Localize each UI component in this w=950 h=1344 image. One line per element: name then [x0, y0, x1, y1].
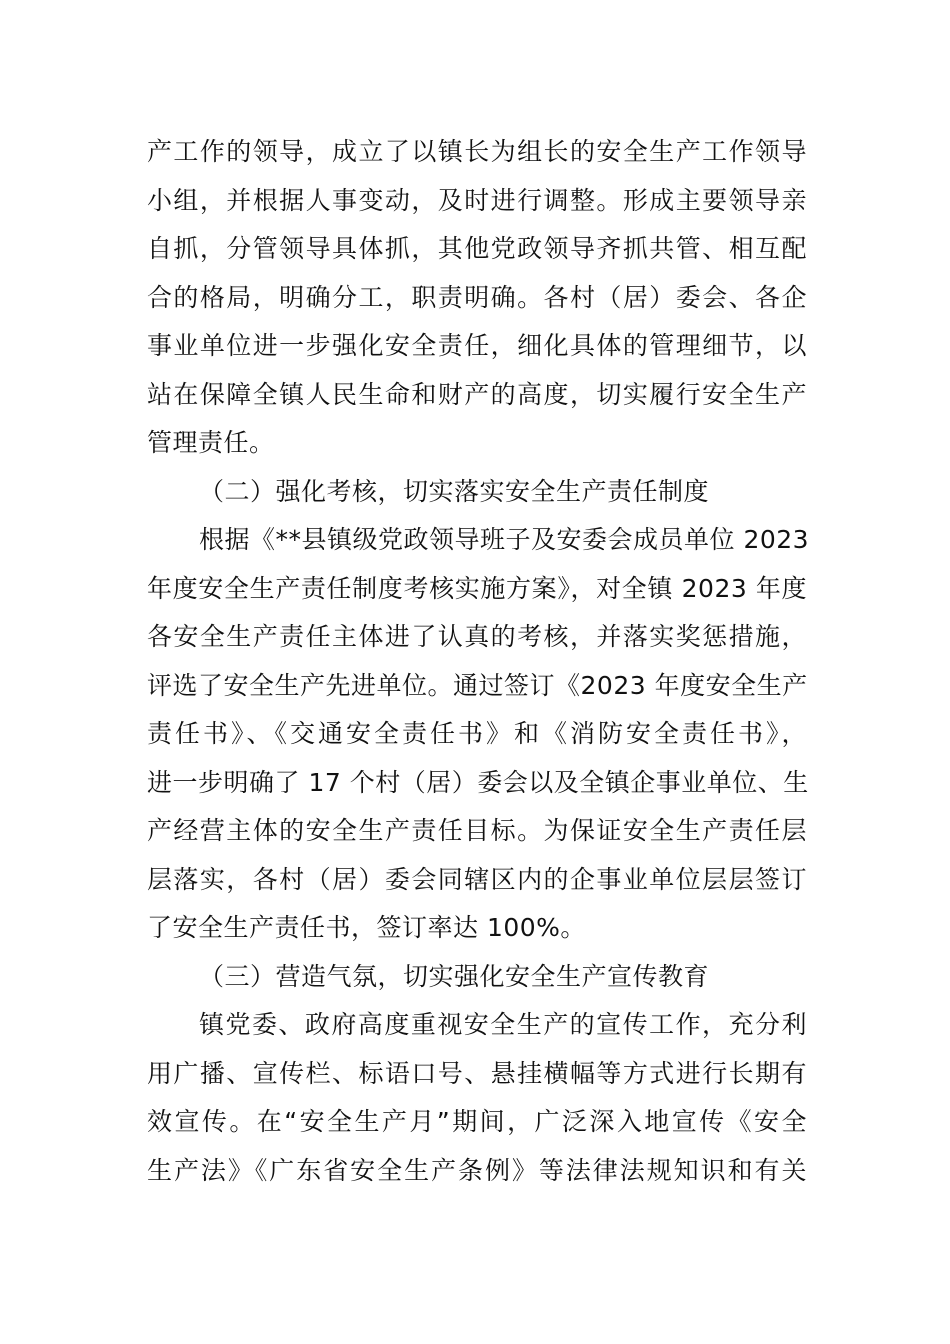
text-line: 了安全生产责任书，签订率达 100%。 — [147, 913, 586, 942]
text-line: 根据《**县镇级党政领导班子及安委会成员单位 2023 — [199, 525, 810, 554]
paragraph-assessment — [147, 516, 810, 953]
text-line: 站在保障全镇人民生命和财产的高度，切实履行安全生产 — [147, 379, 807, 409]
text-line: 小组，并根据人事变动，及时进行调整。形成主要领导亲 — [147, 185, 807, 215]
text-line: 年度安全生产责任制度考核实施方案》，对全镇 2023 年度 — [147, 573, 807, 603]
text-line: 事业单位进一步强化安全责任，细化具体的管理细节，以 — [147, 331, 807, 360]
text-line: 进一步明确了 17 个村（居）委会以及全镇企事业单位、生 — [147, 767, 809, 797]
text-line: 各安全生产责任主体进了认真的考核，并落实奖惩措施， — [147, 622, 807, 651]
paragraph-leadership — [147, 128, 807, 468]
text-line: 评选了安全生产先进单位。通过签订《2023 年度安全生产 — [147, 670, 808, 700]
paragraph-publicity — [147, 1001, 807, 1195]
text-line: 产经营主体的安全生产责任目标。为保证安全生产责任层 — [147, 816, 807, 845]
text-line: 层落实，各村（居）委会同辖区内的企事业单位层层签订 — [147, 864, 807, 894]
text-line: 管理责任。 — [147, 428, 275, 457]
text-line: 用广播、宣传栏、标语口号、悬挂横幅等方式进行长期有 — [147, 1058, 807, 1088]
text-line: 镇党委、政府高度重视安全生产的宣传工作，充分利 — [199, 1010, 807, 1039]
section-heading-3: （三）营造气氛，切实强化安全生产宣传教育 — [199, 961, 710, 991]
text-line: 合的格局，明确分工，职责明确。各村（居）委会、各企 — [147, 282, 807, 312]
text-line: 责任书》、《交通安全责任书》和《消防安全责任书》， — [147, 719, 807, 748]
section-heading-2: （二）强化考核，切实落实安全生产责任制度 — [199, 476, 710, 506]
text-line: 自抓，分管领导具体抓，其他党政领导齐抓共管、相互配 — [147, 234, 807, 263]
document-body — [147, 128, 810, 1195]
text-line: 效宣传。在“安全生产月”期间，广泛深入地宣传《安全 — [147, 1107, 807, 1136]
text-line: 产工作的领导，成立了以镇长为组长的安全生产工作领导 — [147, 137, 807, 166]
text-line: 生产法》《广东省安全生产条例》等法律法规知识和有关 — [147, 1155, 807, 1185]
